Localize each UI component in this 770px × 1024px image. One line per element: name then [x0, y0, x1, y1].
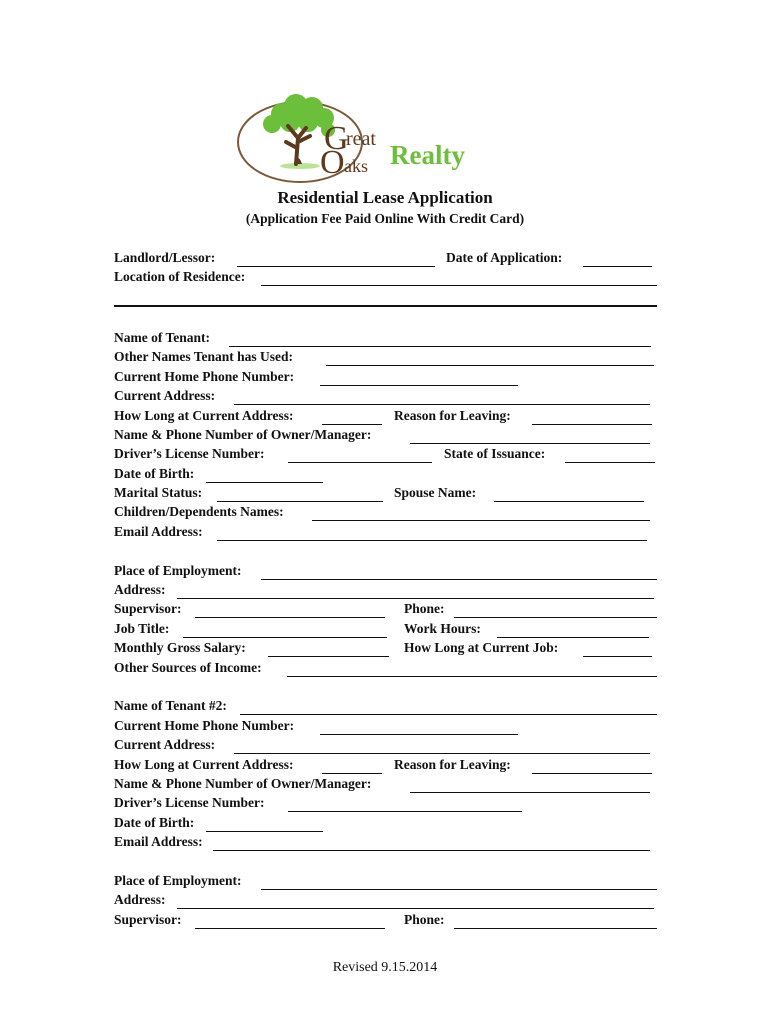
other-income-field[interactable]	[287, 676, 657, 677]
supervisor-label: Supervisor:	[114, 601, 182, 616]
current-address-label: Current Address:	[114, 388, 216, 403]
landlord-label: Landlord/Lessor:	[114, 250, 216, 265]
tenant2-reason-label: Reason for Leaving:	[394, 757, 511, 772]
employment-place-label: Place of Employment:	[114, 563, 242, 578]
license-field[interactable]	[288, 462, 432, 463]
date-of-application-label: Date of Application:	[446, 250, 563, 265]
logo-initial-o: O	[320, 144, 345, 181]
great-oaks-realty-logo	[236, 92, 536, 188]
tenant2-how-long-field[interactable]	[322, 773, 382, 774]
other-income-label: Other Sources of Income:	[114, 660, 262, 675]
children-field[interactable]	[312, 520, 650, 521]
salary-field[interactable]	[268, 656, 389, 657]
supervisor-field[interactable]	[195, 617, 385, 618]
license-label: Driver’s License Number:	[114, 446, 265, 461]
landlord-field[interactable]	[237, 266, 435, 267]
job-title-label: Job Title:	[114, 621, 170, 636]
job-title-field[interactable]	[183, 637, 387, 638]
how-long-address-field[interactable]	[322, 424, 382, 425]
children-label: Children/Dependents Names:	[114, 504, 284, 519]
tenant2-employer-phone-field[interactable]	[454, 928, 657, 929]
location-label: Location of Residence:	[114, 269, 246, 284]
email-label: Email Address:	[114, 524, 203, 539]
reason-leaving-field[interactable]	[532, 424, 652, 425]
marital-status-label: Marital Status:	[114, 485, 203, 500]
tenant2-dob-field[interactable]	[206, 831, 323, 832]
tenant2-email-label: Email Address:	[114, 834, 203, 849]
tenant2-dob-label: Date of Birth:	[114, 815, 195, 830]
location-field[interactable]	[261, 285, 657, 286]
tenant2-email-field[interactable]	[213, 850, 650, 851]
tenant-name-field[interactable]	[229, 346, 651, 347]
other-names-field[interactable]	[326, 365, 654, 366]
employer-phone-label: Phone:	[404, 601, 445, 616]
section-divider	[114, 305, 657, 307]
tenant2-supervisor-label: Supervisor:	[114, 912, 182, 927]
employment-place-field[interactable]	[261, 579, 657, 580]
spouse-name-label: Spouse Name:	[394, 485, 477, 500]
work-hours-field[interactable]	[497, 637, 649, 638]
tenant2-name-label: Name of Tenant #2:	[114, 698, 227, 713]
page-title: Residential Lease Application	[277, 188, 493, 207]
reason-leaving-label: Reason for Leaving:	[394, 408, 511, 423]
marital-status-field[interactable]	[217, 501, 383, 502]
tenant2-license-field[interactable]	[288, 811, 522, 812]
home-phone-field[interactable]	[320, 385, 518, 386]
tenant2-owner-manager-label: Name & Phone Number of Owner/Manager:	[114, 776, 372, 791]
other-names-label: Other Names Tenant has Used:	[114, 349, 294, 364]
how-long-address-label: How Long at Current Address:	[114, 408, 294, 423]
employment-address-field[interactable]	[177, 598, 654, 599]
employment-address-label: Address:	[114, 582, 166, 597]
date-of-application-field[interactable]	[583, 266, 652, 267]
tenant2-name-field[interactable]	[240, 714, 657, 715]
tenant2-employment-place-field[interactable]	[261, 889, 657, 890]
spouse-name-field[interactable]	[494, 501, 644, 502]
state-issuance-field[interactable]	[565, 462, 655, 463]
tenant2-license-label: Driver’s License Number:	[114, 795, 265, 810]
logo-initial-g: G	[324, 120, 349, 157]
current-address-field[interactable]	[234, 404, 650, 405]
logo-word-bottom: aks	[344, 156, 368, 176]
work-hours-label: Work Hours:	[404, 621, 481, 636]
employer-phone-field[interactable]	[454, 617, 657, 618]
page-subtitle: (Application Fee Paid Online With Credit Card)	[245, 211, 525, 226]
home-phone-label: Current Home Phone Number:	[114, 369, 295, 384]
tenant2-address-label: Current Address:	[114, 737, 216, 752]
owner-manager-label: Name & Phone Number of Owner/Manager:	[114, 427, 372, 442]
location-row	[0, 269, 770, 288]
tenant2-home-phone-field[interactable]	[320, 734, 518, 735]
tenant2-supervisor-field[interactable]	[195, 928, 385, 929]
state-issuance-label: State of Issuance:	[444, 446, 546, 461]
tenant2-employer-phone-label: Phone:	[404, 912, 445, 927]
revision-footer: Revised 9.15.2014	[332, 960, 438, 975]
tenant2-how-long-label: How Long at Current Address:	[114, 757, 294, 772]
tenant2-employment-address-field[interactable]	[177, 908, 654, 909]
tenant2-home-phone-label: Current Home Phone Number:	[114, 718, 295, 733]
tenant2-employment-address-label: Address:	[114, 892, 166, 907]
tenant2-employment-place-label: Place of Employment:	[114, 873, 242, 888]
tenant-name-label: Name of Tenant:	[114, 330, 211, 345]
tenant2-owner-manager-field[interactable]	[410, 792, 650, 793]
salary-label: Monthly Gross Salary:	[114, 640, 246, 655]
owner-manager-field[interactable]	[410, 443, 650, 444]
logo-word-realty: Realty	[390, 140, 465, 170]
how-long-job-field[interactable]	[583, 656, 652, 657]
oak-tree-icon	[236, 92, 536, 188]
tenant2-address-field[interactable]	[234, 753, 650, 754]
dob-label: Date of Birth:	[114, 466, 195, 481]
email-field[interactable]	[217, 540, 647, 541]
how-long-job-label: How Long at Current Job:	[404, 640, 559, 655]
landlord-row	[0, 250, 770, 269]
logo-word-top: reat	[346, 128, 376, 150]
tenant2-reason-field[interactable]	[532, 773, 652, 774]
dob-field[interactable]	[206, 482, 323, 483]
